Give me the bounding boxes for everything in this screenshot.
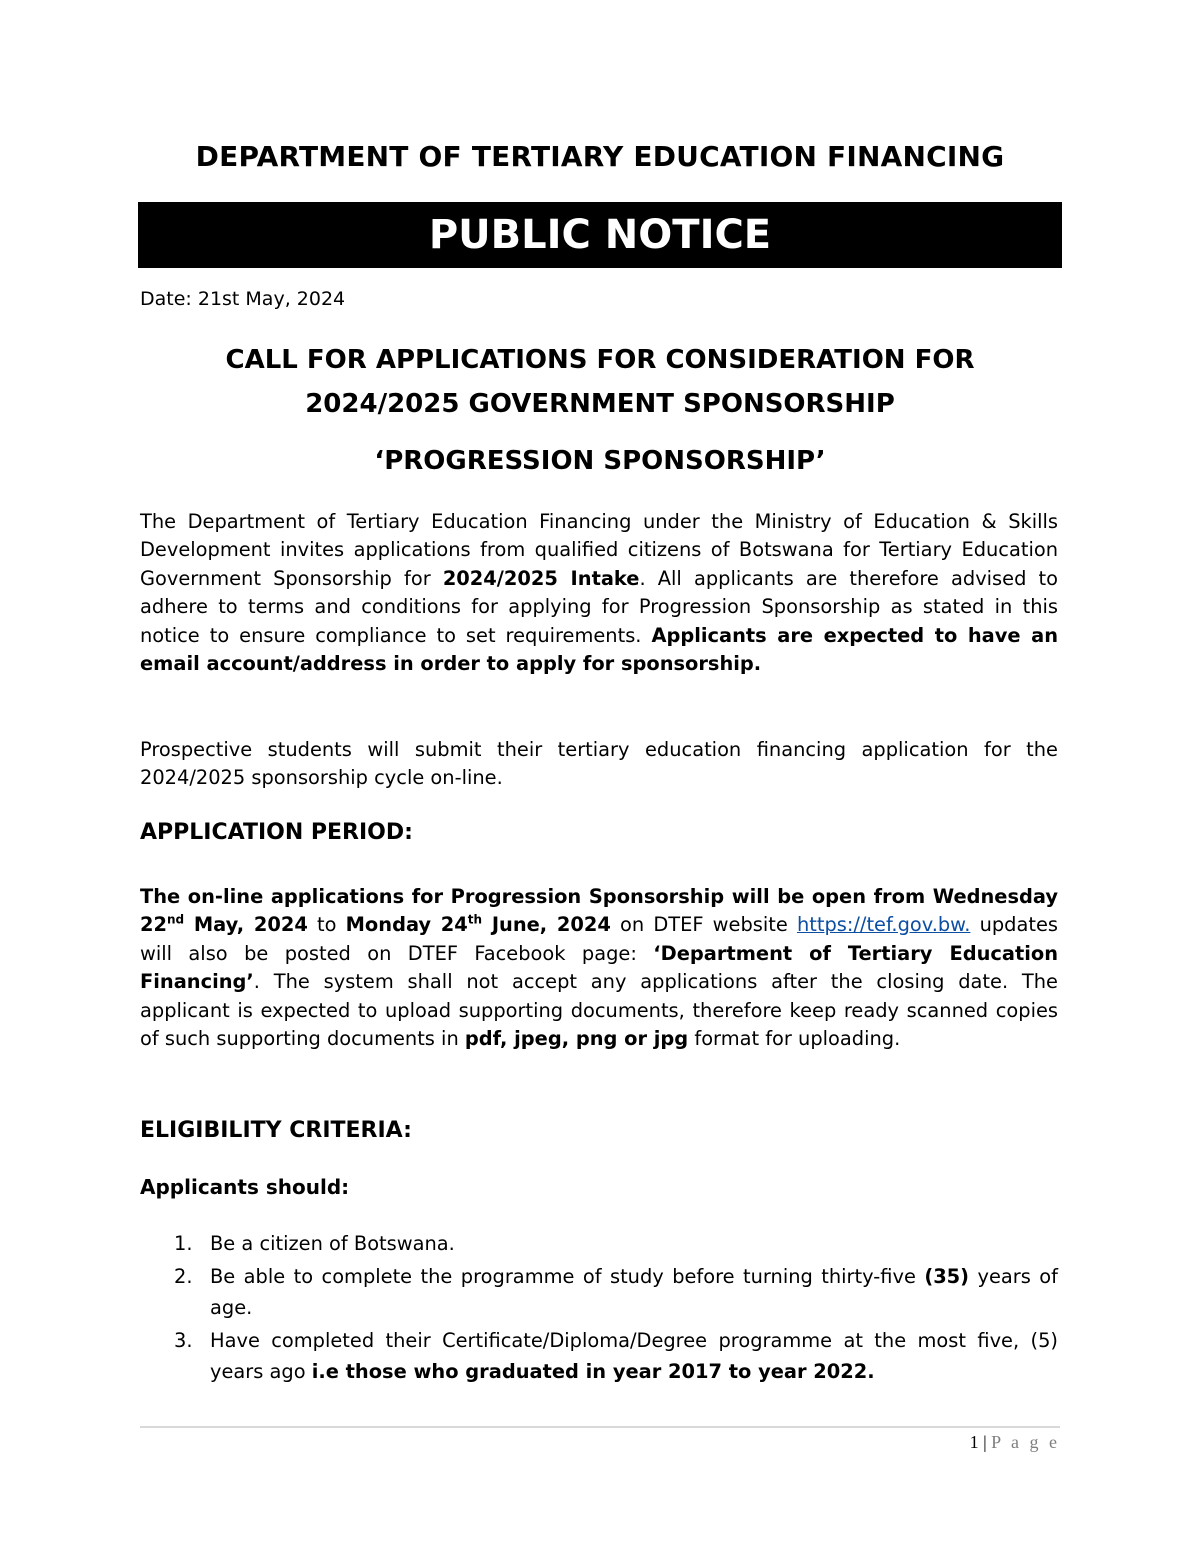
application-period-paragraph	[140, 883, 1058, 1053]
list-item-bold: i.e those who graduated in year 2017 to year 2022.	[311, 1360, 875, 1383]
list-item-number: 3.	[174, 1329, 193, 1352]
intro-text-2: . All applicants are therefore advised to adhere to terms and conditions for applying for Progression Sponsorship as stated in this notice to ensure compliance to set requirements.	[140, 566, 1058, 647]
period-on: on	[610, 913, 654, 937]
list-item-text-after: years of age.	[210, 1265, 1058, 1319]
website-label: DTEF website	[653, 913, 788, 937]
intro-paragraph	[140, 508, 1058, 678]
period-close-day: Monday 24	[345, 913, 468, 937]
page-label: P a g e	[991, 1432, 1060, 1452]
page-separator: |	[978, 1432, 992, 1452]
list-item	[174, 1228, 1058, 1259]
eligibility-heading: ELIGIBILITY CRITERIA:	[140, 1118, 412, 1143]
online-note-paragraph: Prospective students will submit their tertiary education financing application for the 2024/2025 sponsorship cycle on-line.	[140, 738, 1058, 790]
notice-title-line2: 2024/2025 GOVERNMENT SPONSORSHIP	[305, 389, 895, 419]
period-open-text: The on-line applications for Progression Sponsorship will be open from Wednesday 22	[140, 885, 1058, 937]
accepted-formats: pdf, jpeg, png or jpg	[464, 1027, 689, 1051]
page-footer	[970, 1432, 1060, 1453]
closing-text: . The system shall not accept any applications after the closing date. The applicant is expected to upload supporting documents, therefore keep ready scanned copies of such supporting documents in	[140, 970, 1058, 1051]
list-item-number: 2.	[174, 1265, 193, 1288]
list-item	[174, 1325, 1058, 1387]
public-notice-banner: PUBLIC NOTICE	[138, 202, 1062, 268]
intake-label: 2024/2025 Intake	[442, 566, 640, 590]
period-open-sup: nd	[166, 912, 185, 927]
eligibility-list	[140, 1228, 1058, 1389]
period-open-month: May, 2024	[184, 913, 308, 937]
applicants-should-heading: Applicants should:	[140, 1175, 350, 1199]
footer-divider	[140, 1426, 1060, 1428]
department-heading: DEPARTMENT OF TERTIARY EDUCATION FINANCING	[195, 140, 1005, 173]
notice-subtitle: ‘PROGRESSION SPONSORSHIP’	[374, 446, 826, 476]
list-item-number: 1.	[174, 1232, 193, 1255]
period-close-sup: th	[467, 912, 483, 927]
list-item-bold: (35)	[924, 1265, 970, 1288]
notice-title	[140, 338, 1060, 426]
dtef-website-link[interactable]: https://tef.gov.bw.	[796, 913, 971, 937]
format-text: format for uploading.	[688, 1027, 901, 1051]
page-number: 1	[969, 1432, 979, 1452]
list-item-text: Be a citizen of Botswana.	[210, 1232, 455, 1255]
period-to: to	[307, 913, 346, 937]
intro-text-1: The Department of Tertiary Education Financing under the Ministry of Education & Skills Development invites applications from qualified citizens of Botswana for Tertiary Education Government Sponsorship for	[140, 510, 1058, 590]
notice-date: Date: 21st May, 2024	[140, 288, 346, 310]
list-item	[174, 1261, 1058, 1323]
application-period-heading: APPLICATION PERIOD:	[140, 820, 413, 845]
updates-text: updates will also be posted on DTEF Facebook page:	[140, 913, 1059, 965]
period-close-month: June, 2024	[482, 913, 611, 937]
list-item-text: Be able to complete the programme of study before turning thirty-five	[210, 1265, 925, 1288]
notice-title-line1: CALL FOR APPLICATIONS FOR CONSIDERATION FOR	[225, 345, 975, 375]
list-item-text: Have completed their Certificate/Diploma/Degree programme at the most five, (5) years ago	[210, 1329, 1058, 1383]
email-requirement: Applicants are expected to have an email account/address in order to apply for sponsorship.	[140, 623, 1059, 676]
facebook-page-name: ‘Department of Tertiary Education Financing’	[140, 941, 1058, 994]
